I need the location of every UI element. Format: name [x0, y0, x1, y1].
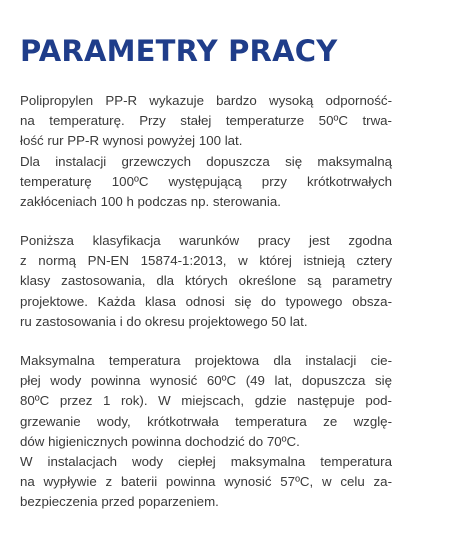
text-line: projektowe. Każda klasa odnosi się do typowego obsza-: [20, 293, 392, 309]
text-line: grzewanie wody, krótkotrwała temperatura ze wzglę-: [20, 413, 392, 429]
text-line: W instalacjach wody ciepłej maksymalna temperatura: [20, 454, 392, 470]
paragraph-hot-water: [20, 351, 392, 513]
text-line: Polipropylen PP-R wykazuje bardzo wysoką odporność-: [20, 93, 392, 108]
text-line: na wypływie z baterii powinna wynosić 57ºC, w celu za-: [20, 474, 392, 490]
paragraph-classification: [20, 231, 392, 332]
text-line: płej wody powinna wynosić 60ºC (49 lat, dopuszcza się: [20, 373, 392, 389]
text-line: Maksymalna temperatura projektowa dla instalacji cie-: [20, 353, 392, 368]
text-line: z normą PN-EN 15874-1:2013, w której istnieją cztery: [20, 253, 392, 269]
text-line: dów higienicznych powinna dochodzić do 70ºC.: [20, 433, 300, 449]
text-line: temperaturę 100ºC występującą przy krótkotrwałych: [20, 173, 392, 189]
text-line: klasy zastosowania, dla których określone są parametry: [20, 273, 392, 289]
text-line: 80ºC przez 1 rok). W miejscach, gdzie następuje pod-: [20, 393, 392, 409]
text-line: na temperaturę. Przy stałej temperaturze 50ºC trwa-: [20, 113, 392, 129]
text-line: łość rur PP-R wynosi powyżej 100 lat.: [20, 133, 243, 149]
page-title: PARAMETRY PRACY: [20, 34, 338, 68]
text-line: ru zastosowania i do okresu projektowego 50 lat.: [20, 313, 308, 329]
paragraph-temperature-resistance: [20, 91, 392, 212]
text-line: Dla instalacji grzewczych dopuszcza się maksymalną: [20, 153, 392, 169]
text-line: bezpieczenia przed poparzeniem.: [20, 494, 219, 510]
text-line: zakłóceniach 100 h podczas np. sterowania.: [20, 194, 281, 210]
text-line: Poniższa klasyfikacja warunków pracy jest zgodna: [20, 233, 392, 248]
